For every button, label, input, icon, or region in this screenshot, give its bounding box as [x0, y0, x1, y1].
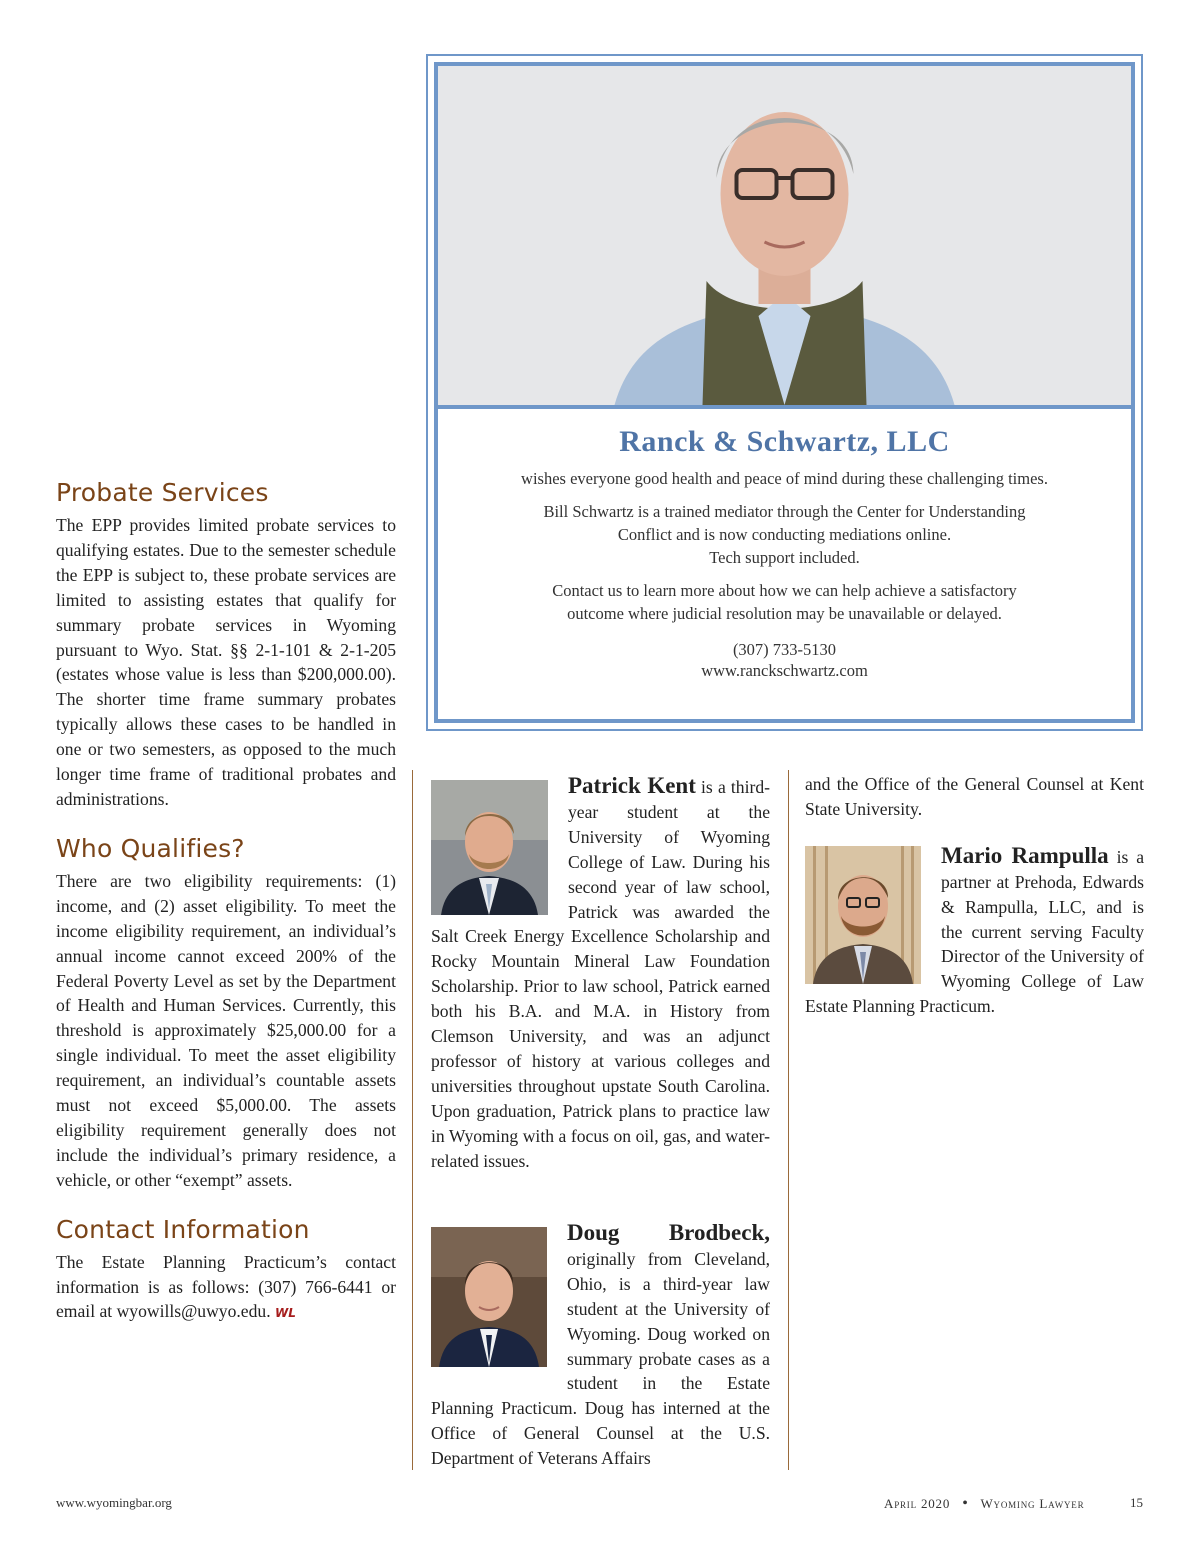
footer-website[interactable]: www.wyomingbar.org	[56, 1495, 172, 1510]
advertisement-text	[438, 425, 1131, 691]
ad-phone: (307) 733-5130	[732, 640, 837, 659]
portrait-illustration	[438, 66, 1131, 405]
mario-rampulla-bio: is a partner at Prehoda, Edwards & Rampulla, LLC, and is the current serving Faculty Director of the University of Wyoming College of Law Estate Planning Practicum.	[805, 846, 1144, 1017]
ad-paragraph-mediator	[438, 500, 1131, 569]
portrait-photo	[438, 66, 1131, 409]
doug-brodbeck-name: Doug Brodbeck,	[567, 1220, 770, 1245]
ad-paragraph-contact	[438, 579, 1131, 625]
footer-bullet: •	[962, 1495, 969, 1512]
ad-line: outcome where judicial resolution may be unavailable or delayed.	[567, 604, 1002, 623]
who-qualifies-body: There are two eligibility requirements: (1) income, and (2) asset eligibility. To meet the income eligibility requirement, an individual’s annual income cannot exceed 200% of the Federal Poverty Level as set by the Department of Health and Human Services. Currently, this threshold is approximately $25,000.00 for a single individual. To meet the asset eligibility requirement, an individual’s countable assets must not exceed $5,000.00. The assets eligibility requirement generally does not include the individual’s primary residence, a vehicle, or other “exempt” assets.	[56, 870, 396, 1190]
page-number: 15	[1130, 1495, 1143, 1510]
heading-contact-information: Contact Information	[56, 1214, 310, 1244]
advertisement-frame	[434, 62, 1135, 723]
heading-who-qualifies: Who Qualifies?	[56, 833, 245, 863]
patrick-kent-bio: is a third-year student at the University of Wyoming College of Law. During his second year of law school, Patrick was awarded the Salt Creek Energy Excellence Scholarship and Rocky Mountain Mineral Law Foundation Scholarship. Prior to law school, Patrick earned both his B.A. and M.A. in History from Clemson University, and was an adjunct professor of history at various colleges and universities throughout upstate South Carolina. Upon graduation, Patrick plans to practice law in Wyoming with a focus on oil, gas, and water-related issues.	[431, 777, 770, 1171]
ad-line: Tech support included.	[709, 548, 860, 567]
footer-issue-date: April 2020	[884, 1496, 951, 1511]
doug-brodbeck-photo	[431, 1227, 547, 1367]
mario-rampulla-name: Mario Rampulla	[941, 842, 1109, 868]
column-rule-left	[412, 770, 413, 1470]
bio-doug-brodbeck	[431, 1221, 770, 1471]
patrick-kent-photo	[431, 780, 548, 915]
ad-website[interactable]: www.ranckschwartz.com	[701, 661, 868, 680]
patrick-kent-illustration	[431, 780, 548, 915]
ad-contact-details	[438, 639, 1131, 681]
end-mark: WL	[275, 1306, 296, 1321]
column-rule-right	[788, 770, 789, 1470]
footer-publication: Wyoming Lawyer	[980, 1496, 1085, 1511]
mario-rampulla-illustration	[805, 846, 921, 984]
heading-probate-services: Probate Services	[56, 478, 269, 507]
ad-line: Conflict and is now conducting mediations online.	[617, 525, 952, 544]
doug-brodbeck-illustration	[431, 1227, 547, 1367]
patrick-kent-name: Patrick Kent	[568, 773, 696, 798]
contact-text: The Estate Planning Practicum’s contact information is as follows: (307) 766-6441 or email at wyowills@uwyo.edu.	[56, 1251, 396, 1322]
doug-brodbeck-bio-continued: and the Office of the General Counsel at Kent State University.	[805, 774, 1144, 819]
advertisement	[426, 54, 1143, 731]
bio-patrick-kent	[431, 774, 770, 1174]
doug-brodbeck-bio: originally from Cleveland, Ohio, is a third-year law student at the University of Wyoming. Doug worked on summary probate cases as a student in the Estate Planning Practicum. Doug has interned at the Office of General Counsel at the U.S. Department of Veterans Affairs	[431, 1248, 770, 1469]
firm-name-text: Ranck & Schwartz, LLC	[619, 425, 950, 458]
ad-tagline: wishes everyone good health and peace of mind during these challenging times.	[521, 469, 1048, 488]
mario-rampulla-photo	[805, 846, 921, 984]
ad-line: Bill Schwartz is a trained mediator through the Center for Understanding	[543, 502, 1026, 521]
contact-information-body	[56, 1250, 396, 1327]
ad-line: Contact us to learn more about how we can help achieve a satisfactory	[552, 581, 1017, 600]
footer-issue	[884, 1495, 1084, 1513]
probate-services-body: The EPP provides limited probate services to qualifying estates. Due to the semester schedule the EPP is subject to, these probate services are limited to assisting estates that qualify for summary probate services in Wyoming pursuant to Wyo. Stat. §§ 2-1-101 & 2-1-205 (estates whose value is less than $200,000.00). The shorter time frame summary probates typically allows these cases to be handled in one or two semesters, as opposed to the much longer time frame of traditional probates and administrations.	[56, 515, 396, 809]
firm-name	[438, 425, 1131, 458]
bio-mario-rampulla	[805, 844, 1144, 1019]
bio-right-column	[805, 772, 1144, 1019]
left-column	[56, 478, 396, 1348]
